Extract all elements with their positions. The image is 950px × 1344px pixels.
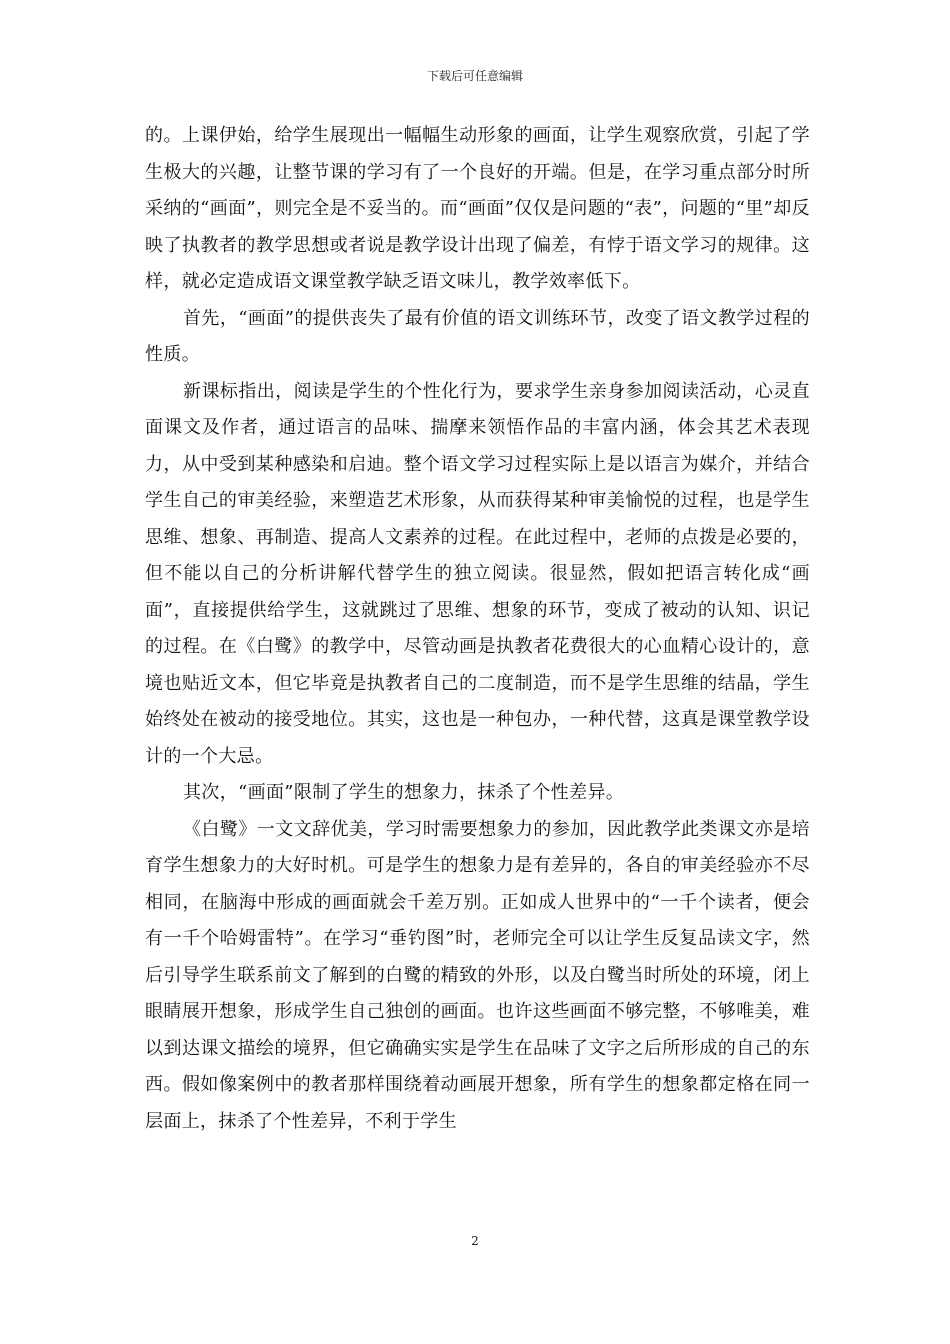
paragraph-first-point: 首先，“画面”的提供丧失了最有价值的语文训练环节，改变了语文教学过程的性质。 — [145, 307, 810, 365]
paragraph-second-point: 其次，“画面”限制了学生的想象力，抹杀了个性差异。 — [183, 782, 625, 803]
page-header: 下载后可任意编辑 — [426, 69, 523, 83]
page-number: 2 — [471, 1234, 479, 1248]
paragraph-curriculum-standard: 新课标指出，阅读是学生的个性化行为，要求学生亲身参加阅读活动，心灵直面课文及作者，通过语言的品味、揣摩来领悟作品的丰富内涵，体会其艺术表现力，从中受到某种感染和启迪。整个语文学习过程实际上是以语言为媒介，并结合学生自己的审美经验，来塑造艺术形象，从而获得某种审美愉悦的过程，也是学生思维、想象、再制造、提高人文素养的过程。在此过程中，老师的点拨是必要的，但不能以自己的分析讲解代替学生的独立阅读。很显然，假如把语言转化成“画面”，直接提供给学生，这就跳过了思维、想象的环节，变成了被动的认知、识记的过程。在《白鹭》的教学中，尽管动画是执教者花费很大的心血精心设计的，意境也贴近文本，但它毕竟是执教者自己的二度制造，而不是学生思维的结晶，学生始终处在被动的接受地位。其实，这也是一种包办，一种代替，这真是课堂教学设计的一个大忌。 — [145, 380, 810, 767]
paragraph-continuation: 的。上课伊始，给学生展现出一幅幅生动形象的画面，让学生观察欣赏，引起了学生极大的兴趣，让整节课的学习有了一个良好的开端。但是，在学习重点部分时所采纳的“画面”，则完全是不妥当的。而“画面”仅仅是问题的“表”，问题的“里”却反映了执教者的教学思想或者说是教学设计出现了偏差，有悖于语文学习的规律。这样，就必定造成语文课堂教学缺乏语文味儿，教学效率低下。 — [145, 125, 810, 292]
paragraph-imagination: 《白鹭》一文文辞优美，学习时需要想象力的参加，因此教学此类课文亦是培育学生想象力的大好时机。可是学生的想象力是有差异的，各自的审美经验亦不尽相同，在脑海中形成的画面就会千差万别。正如成人世界中的“一千个读者，便会有一千个哈姆雷特”。在学习“垂钓图”时，老师完全可以让学生反复品读文字，然后引导学生联系前文了解到的白鹭的精致的外形，以及白鹭当时所处的环境，闭上眼睛展开想象，形成学生自己独创的画面。也许这些画面不够完整，不够唯美，难以到达课文描绘的境界，但它确确实实是学生在品味了文字之后所形成的自己的东西。假如像案例中的教者那样围绕着动画展开想象，所有学生的想象都定格在同一层面上，抹杀了个性差异，不利于学生 — [145, 818, 810, 1132]
body-text — [145, 118, 810, 1140]
